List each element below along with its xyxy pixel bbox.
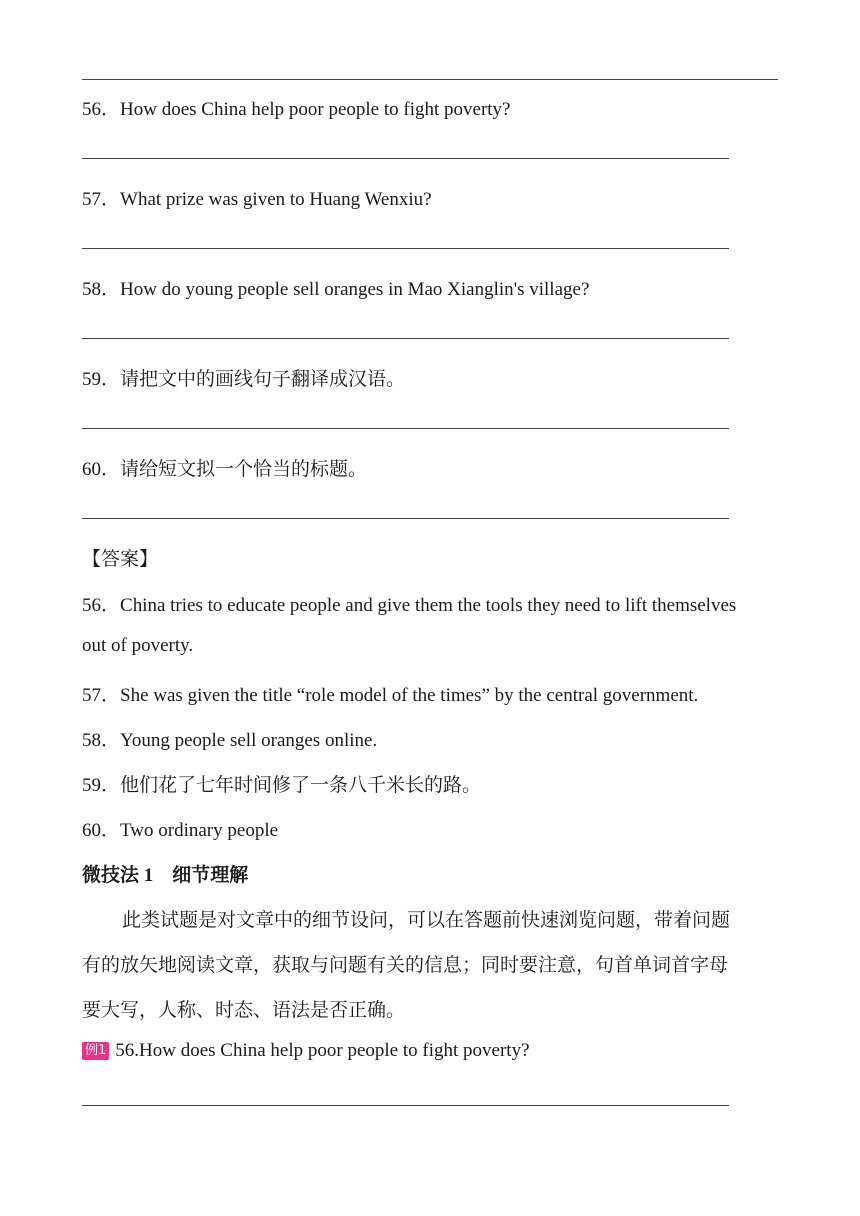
answer-number: 59． (82, 775, 121, 796)
answer-text: She was given the title “role model of the times” by the central government. (120, 685, 699, 706)
answer-56-line2: out of poverty. (82, 635, 194, 656)
question-57 (82, 184, 432, 211)
answer-number: 57． (82, 685, 121, 706)
answer-text: Young people sell oranges online. (120, 730, 378, 751)
example-text: 56.How does China help poor people to fight poverty? (115, 1040, 530, 1061)
section-para-line-3: 要大写，人称、时态、语法是否正确。 (82, 1000, 406, 1021)
question-number: 56． (82, 99, 121, 120)
section-para-line-1: 此类试题是对文章中的细节设问，可以在答题前快速浏览问题，带着问题 (122, 910, 731, 931)
example-answer-line[interactable] (82, 1105, 729, 1106)
answer-56-line1 (82, 590, 736, 617)
answer-number: 58． (82, 730, 121, 751)
question-text: 请给短文拟一个恰当的标题。 (120, 459, 368, 480)
answer-59 (82, 770, 481, 797)
question-text: How does China help poor people to fight poverty? (120, 99, 511, 120)
answer-57 (82, 680, 698, 707)
answer-line-60[interactable] (82, 518, 729, 519)
answer-line-58[interactable] (82, 338, 729, 339)
section-title: 微技法 1 细节理解 (82, 865, 249, 886)
answer-line-56[interactable] (82, 158, 729, 159)
section-para-line-2: 有的放矢地阅读文章，获取与问题有关的信息；同时要注意，句首单词首字母 (82, 955, 729, 976)
example-badge: 例1 (82, 1042, 109, 1060)
question-60 (82, 454, 367, 481)
answer-text: China tries to educate people and give them the tools they need to lift themselves (120, 595, 737, 616)
question-56 (82, 94, 511, 121)
answer-text: Two ordinary people (120, 820, 279, 841)
question-number: 60． (82, 459, 121, 480)
question-number: 58． (82, 279, 121, 300)
question-text: How do young people sell oranges in Mao Xianglin's village? (120, 279, 590, 300)
answer-text: 他们花了七年时间修了一条八千米长的路。 (120, 775, 482, 796)
top-rule (82, 79, 778, 80)
answer-heading: 【答案】 (82, 549, 159, 570)
question-text: What prize was given to Huang Wenxiu? (120, 189, 432, 210)
question-number: 59． (82, 369, 121, 390)
example-question (82, 1040, 530, 1062)
answer-number: 60． (82, 820, 121, 841)
answer-58 (82, 725, 377, 752)
answer-line-59[interactable] (82, 428, 729, 429)
question-58 (82, 274, 589, 301)
answer-number: 56． (82, 595, 121, 616)
question-text: 请把文中的画线句子翻译成汉语。 (120, 369, 406, 390)
answer-line-57[interactable] (82, 248, 729, 249)
answer-60 (82, 815, 278, 842)
question-number: 57． (82, 189, 121, 210)
question-59 (82, 364, 405, 391)
